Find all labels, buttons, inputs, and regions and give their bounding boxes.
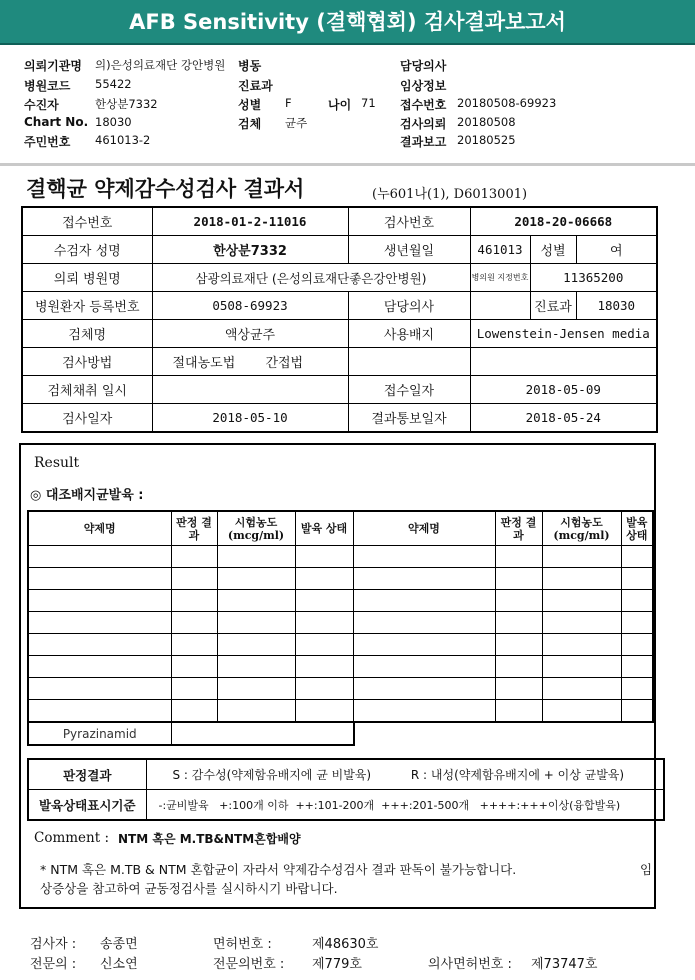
cell-label: 검체명	[22, 320, 152, 348]
col-concentration: 시험농도 (mcg/ml)	[542, 511, 621, 546]
specialist: 신소연	[100, 957, 138, 972]
table-cell	[353, 612, 495, 634]
legend-table	[27, 758, 665, 821]
tester-label: 검사자 :	[30, 937, 77, 952]
specimen-label: 검체	[238, 117, 262, 131]
growth-label: 발육상태표시기준	[28, 790, 146, 821]
receipt-no: 2018-01-2-11016	[152, 207, 348, 236]
req-hospital: 삼광의료재단 (은성의료재단좋은강안병원)	[152, 264, 470, 292]
table-cell	[28, 656, 171, 678]
table-cell	[621, 634, 653, 656]
table-row	[28, 790, 664, 821]
table-cell	[295, 678, 353, 700]
requesting-org-label: 의뢰기관명	[24, 59, 82, 73]
table-cell	[171, 612, 217, 634]
cell-label: 담당의사	[348, 292, 470, 320]
receipt-no-label: 접수번호	[400, 98, 447, 112]
report-date-value: 20180525	[457, 133, 516, 147]
license-label: 면허번호 :	[213, 937, 272, 952]
info-table	[21, 206, 658, 433]
table-cell	[353, 590, 495, 612]
drug-rows	[28, 546, 653, 723]
patient-label: 수진자	[24, 98, 59, 112]
table-row	[28, 678, 653, 700]
table-row	[22, 404, 657, 433]
table-cell	[171, 546, 217, 568]
pza-value	[171, 723, 354, 746]
method-a: 절대농도법	[172, 356, 236, 371]
table-cell	[542, 612, 621, 634]
table-cell	[495, 612, 542, 634]
table-cell	[542, 546, 621, 568]
table-row	[28, 546, 653, 568]
table-cell	[295, 568, 353, 590]
cell-label: 생년월일	[348, 236, 470, 264]
table-cell	[217, 590, 295, 612]
cell-label: 진료과	[530, 292, 576, 320]
dept-label: 진료과	[238, 79, 273, 93]
table-cell	[621, 568, 653, 590]
reg-no: 0508-69923	[152, 292, 348, 320]
table-cell	[295, 612, 353, 634]
col-growth: 발육 상태	[621, 511, 653, 546]
document-title: AFB Sensitivity (결핵협회) 검사결과보고서	[0, 0, 695, 45]
table-cell	[217, 634, 295, 656]
tested: 2018-05-10	[152, 404, 348, 433]
specialist-no-label: 전문의번호 :	[213, 957, 285, 972]
table-row	[28, 723, 354, 746]
table-cell	[171, 656, 217, 678]
table-cell	[621, 656, 653, 678]
table-cell	[171, 634, 217, 656]
table-row	[28, 634, 653, 656]
table-row	[22, 320, 657, 348]
cell-label: 수검자 성명	[22, 236, 152, 264]
table-cell	[542, 634, 621, 656]
table-cell	[353, 656, 495, 678]
table-cell	[621, 700, 653, 723]
pza-table	[27, 722, 355, 746]
col-growth: 발육 상태	[295, 511, 353, 546]
rrn-label: 주민번호	[24, 135, 71, 149]
requesting-org-value: 의)은성의료재단 강안병원	[95, 58, 226, 72]
specimen-value: 균주	[285, 116, 308, 130]
collect	[152, 376, 348, 404]
dept: 18030	[576, 292, 657, 320]
table-cell	[171, 678, 217, 700]
age-label: 나이	[328, 98, 352, 112]
table-cell	[495, 568, 542, 590]
doctor	[470, 292, 530, 320]
table-cell	[217, 656, 295, 678]
table-cell	[28, 634, 171, 656]
table-cell	[28, 612, 171, 634]
table-cell	[353, 700, 495, 723]
age-value: 71	[361, 96, 376, 110]
comment-tail: 임	[640, 862, 653, 877]
hospital-code-value: 55422	[95, 77, 132, 91]
pza-drug: Pyrazinamid	[28, 723, 171, 746]
cell-label: 병원환자 등록번호	[22, 292, 152, 320]
cell-label: 의뢰 병원명	[22, 264, 152, 292]
clinical-info-label: 임상정보	[400, 79, 447, 93]
table-row	[22, 376, 657, 404]
doctor-license-label: 의사면허번호 :	[428, 957, 512, 972]
table-cell	[353, 634, 495, 656]
cell-label: 접수일자	[348, 376, 470, 404]
tester: 송종면	[100, 937, 138, 952]
table-cell	[217, 546, 295, 568]
specimen: 액상균주	[152, 320, 348, 348]
attending-label: 담당의사	[400, 59, 447, 73]
table-row	[22, 292, 657, 320]
receipt-no-value: 20180508-69923	[457, 96, 557, 110]
table-cell	[28, 590, 171, 612]
table-cell	[495, 656, 542, 678]
hospital-code-label: 병원코드	[24, 79, 71, 93]
table-row	[28, 612, 653, 634]
table-cell	[217, 612, 295, 634]
dob: 461013	[470, 236, 530, 264]
comment-head: NTM 혹은 M.TB&NTM혼합배양	[118, 832, 301, 846]
table-cell	[621, 546, 653, 568]
sex-label: 성별	[238, 98, 262, 112]
sex-value: F	[285, 96, 292, 110]
table-cell	[542, 678, 621, 700]
license: 제48630호	[312, 937, 379, 952]
table-cell	[495, 634, 542, 656]
patient-name: 한상분7332	[152, 236, 348, 264]
chart-label: Chart No.	[24, 115, 89, 129]
table-cell	[217, 700, 295, 723]
request-date-label: 검사의뢰	[400, 117, 447, 131]
table-cell	[353, 568, 495, 590]
table-cell	[217, 568, 295, 590]
judgment-r: R : 내성(약제함유배지에 + 이상 균발육)	[410, 768, 625, 782]
comment-label: Comment :	[34, 830, 110, 846]
ward-label: 병동	[238, 59, 262, 73]
cell-label: 성별	[530, 236, 576, 264]
designated-no: 11365200	[530, 264, 657, 292]
table-cell	[353, 546, 495, 568]
col-drug: 약제명	[28, 511, 171, 546]
rrn-value: 461013-2	[95, 133, 151, 147]
chart-value: 18030	[95, 115, 132, 129]
table-cell	[28, 700, 171, 723]
culture-label: ◎ 대조배지균발육 :	[30, 488, 144, 503]
table-cell	[295, 546, 353, 568]
divider	[0, 163, 695, 166]
col-judgment: 판정 결과	[171, 511, 217, 546]
table-cell	[295, 590, 353, 612]
cell-label: 검사번호	[348, 207, 470, 236]
cell-label: 사용배지	[348, 320, 470, 348]
request-date-value: 20180508	[457, 115, 516, 129]
table-cell	[542, 590, 621, 612]
table-cell	[217, 678, 295, 700]
table-row	[22, 236, 657, 264]
received: 2018-05-09	[470, 376, 657, 404]
notified: 2018-05-24	[470, 404, 657, 433]
table-row	[22, 207, 657, 236]
report-code: (누601나(1), D6013001)	[372, 187, 528, 202]
table-cell	[295, 700, 353, 723]
col-drug: 약제명	[353, 511, 495, 546]
table-cell	[495, 678, 542, 700]
cell-label: 접수번호	[22, 207, 152, 236]
designated-no-label: 병의원 지정번호	[470, 264, 530, 292]
medium: Lowenstein-Jensen media	[470, 320, 657, 348]
table-cell	[542, 700, 621, 723]
table-cell	[621, 678, 653, 700]
table-cell	[28, 546, 171, 568]
col-concentration: 시험농도 (mcg/ml)	[217, 511, 295, 546]
growth-desc: -:균비발육 +:100개 이하 ++:101-200개 +++:201-500개 ++++:+++이상(융합발육)	[146, 790, 664, 821]
table-cell	[542, 568, 621, 590]
table-cell	[171, 700, 217, 723]
table-cell	[353, 678, 495, 700]
table-cell	[621, 612, 653, 634]
table-row	[22, 348, 657, 376]
cell-label: 결과통보일자	[348, 404, 470, 433]
table-cell	[621, 590, 653, 612]
table-header-row	[28, 511, 653, 546]
report-heading: 결핵균 약제감수성검사 결과서	[26, 176, 305, 201]
table-row	[28, 656, 653, 678]
table-row	[28, 759, 664, 790]
table-row	[28, 700, 653, 723]
cell-label: 검사일자	[22, 404, 152, 433]
table-cell	[495, 700, 542, 723]
table-row	[22, 264, 657, 292]
table-cell	[28, 568, 171, 590]
table-cell	[495, 546, 542, 568]
specialist-label: 전문의 :	[30, 957, 77, 972]
table-cell	[495, 590, 542, 612]
drug-table	[27, 510, 654, 723]
specialist-no: 제779호	[312, 957, 362, 972]
cell-label: 검사방법	[22, 348, 152, 376]
judgment-s: S : 감수성(약제함유배지에 균 비발육)	[172, 768, 372, 782]
comment-body: * NTM 혹은 M.TB & NTM 혼합균이 자라서 약제감수성검사 결과 판독이 불가능합니다. 상증상을 참고하여 균동정검사를 실시하시기 바랍니다.	[40, 862, 517, 896]
report-date-label: 결과보고	[400, 135, 447, 149]
table-cell	[171, 590, 217, 612]
judgment-label: 판정결과	[28, 759, 146, 790]
table-cell	[295, 634, 353, 656]
doctor-license: 제73747호	[531, 957, 598, 972]
cell-label: 검체채취 일시	[22, 376, 152, 404]
table-row	[28, 590, 653, 612]
method-b: 간접법	[265, 356, 304, 371]
table-cell	[28, 678, 171, 700]
table-cell	[171, 568, 217, 590]
col-judgment: 판정 결과	[495, 511, 542, 546]
table-row	[28, 568, 653, 590]
result-label: Result	[34, 455, 80, 471]
table-cell	[542, 656, 621, 678]
test-no: 2018-20-06668	[470, 207, 657, 236]
method	[152, 348, 348, 376]
sex: 여	[576, 236, 657, 264]
judgment-desc	[146, 759, 664, 790]
table-cell	[295, 656, 353, 678]
patient-value: 한상분7332	[95, 97, 158, 111]
